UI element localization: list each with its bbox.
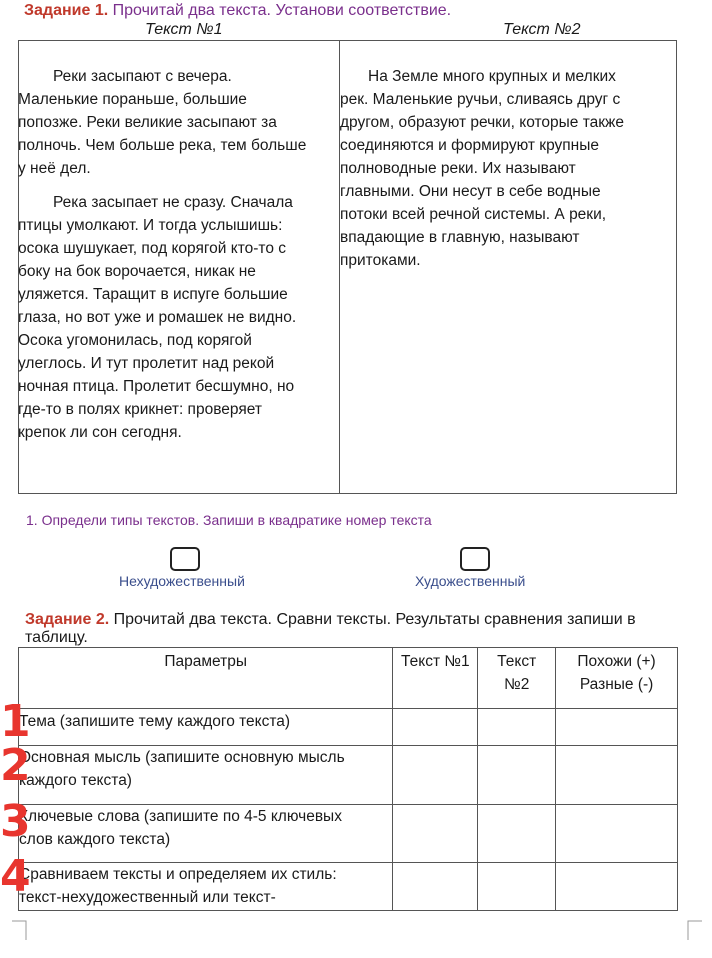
handwritten-number-3: 3 <box>0 796 31 847</box>
row-param <box>19 863 393 911</box>
row-param-text: каждого текста) <box>19 772 132 789</box>
cell-text2[interactable] <box>478 805 556 863</box>
cell-compare[interactable] <box>556 805 678 863</box>
text2-line: рек. Маленькие ручьи, сливаясь друг с <box>340 91 621 108</box>
table-row <box>19 709 678 746</box>
text1-line: Река засыпает не сразу. Сначала <box>53 194 293 211</box>
label-nonfiction: Нехудожественный <box>119 573 245 589</box>
row-param-text: Тема (запишите тему каждого текста) <box>19 713 291 730</box>
cell-text1[interactable] <box>393 709 478 746</box>
handwritten-number-2: 2 <box>0 740 31 791</box>
text2-line: полноводные реки. Их называют <box>340 160 576 177</box>
text2-line: На Земле много крупных и мелких <box>368 68 616 85</box>
answer-box-nonfiction[interactable] <box>170 547 200 571</box>
text1-line: Реки засыпают с вечера. <box>53 68 232 85</box>
text1-line: Маленькие пораньше, большие <box>18 91 247 108</box>
text2-header: Текст №2 <box>503 21 581 38</box>
header-text2-line: №2 <box>504 676 530 693</box>
text2-line: впадающие в главную, называют <box>340 229 580 246</box>
row-param <box>19 805 393 863</box>
table-row <box>19 863 678 911</box>
text1-line: уляжется. Таращит в испуге большие <box>18 286 288 303</box>
table-row <box>19 746 678 805</box>
text1-line: ночная птица. Пролетит бесшумно, но <box>18 378 295 395</box>
table-row <box>19 805 678 863</box>
row-param-text: текст-нехудожественный или текст- <box>19 889 276 906</box>
text1-line: попозже. Реки великие засыпают за <box>18 114 277 131</box>
header-text2 <box>478 648 556 709</box>
text2-line: другом, образуют речки, которые также <box>340 114 625 131</box>
text1-line: улеглось. И тут пролетит над рекой <box>18 355 275 372</box>
handwritten-number-4: 4 <box>0 851 31 902</box>
text1-paragraph-1 <box>18 65 340 180</box>
text1-line: у неё дел. <box>18 160 91 177</box>
task2-instruction: Прочитай два текста. Сравни тексты. Результаты сравнения запиши в таблицу. <box>25 611 636 646</box>
task1-heading <box>24 2 451 20</box>
handwritten-number-1: 1 <box>0 696 31 747</box>
page-corner-mark-left <box>12 920 32 940</box>
cell-compare[interactable] <box>556 709 678 746</box>
task1-number: Задание 1. <box>24 2 109 19</box>
text1-line: полночь. Чем больше река, тем больше <box>18 137 307 154</box>
cell-text2[interactable] <box>478 746 556 805</box>
row-param-text: Ключевые слова (запишите по 4-5 ключевых <box>19 808 342 825</box>
row-param-text: Сравниваем тексты и определяем их стиль: <box>19 866 337 883</box>
text2-line: главными. Они несут в себе водные <box>340 183 601 200</box>
task2-number: Задание 2. <box>25 611 110 628</box>
header-compare-line: Разные (-) <box>579 676 654 693</box>
page-corner-mark-right <box>682 920 702 940</box>
header-params: Параметры <box>19 648 393 709</box>
text1-line: птицы умолкают. И тогда услышишь: <box>18 217 283 234</box>
question1: 1. Определи типы текстов. Запиши в квадратике номер текста <box>26 512 432 528</box>
label-fiction: Художественный <box>415 573 526 589</box>
comparison-table <box>18 647 678 911</box>
header-compare <box>556 648 678 709</box>
row-param <box>19 709 393 746</box>
header-text2-line: Текст <box>497 653 537 670</box>
text1-line: где-то в полях крикнет: проверяет <box>18 401 262 418</box>
text1-line: боку на бок ворочается, никак не <box>18 263 256 280</box>
text1-line: осока шушукает, под корягой кто-то с <box>18 240 287 257</box>
text2-line: притоками. <box>340 252 421 269</box>
cell-text1[interactable] <box>393 805 478 863</box>
cell-compare[interactable] <box>556 746 678 805</box>
cell-compare[interactable] <box>556 863 678 911</box>
answer-box-fiction[interactable] <box>460 547 490 571</box>
row-param-text: Основная мысль (запишите основную мысль <box>19 749 345 766</box>
cell-text1[interactable] <box>393 746 478 805</box>
header-text1: Текст №1 <box>393 648 478 709</box>
text1-line: Осока угомонилась, под корягой <box>18 332 252 349</box>
text1-body <box>18 65 340 444</box>
header-compare-line: Похожи (+) <box>577 653 656 670</box>
text1-header: Текст №1 <box>145 21 223 38</box>
cell-text2[interactable] <box>478 709 556 746</box>
row-param-text: слов каждого текста) <box>19 831 171 848</box>
text1-paragraph-2 <box>18 191 340 444</box>
cell-text1[interactable] <box>393 863 478 911</box>
text2-line: потоки всей речной системы. А реки, <box>340 206 607 223</box>
row-param <box>19 746 393 805</box>
task1-instruction: Прочитай два текста. Установи соответствие. <box>112 2 452 19</box>
text1-line: глаза, но вот уже и ромашек не видно. <box>18 309 297 326</box>
task2-heading <box>25 611 695 647</box>
text2-body <box>340 65 670 272</box>
text1-line: крепок ли сон сегодня. <box>18 424 182 441</box>
text2-line: соединяются и формируют крупные <box>340 137 599 154</box>
cell-text2[interactable] <box>478 863 556 911</box>
table-header-row <box>19 648 678 709</box>
